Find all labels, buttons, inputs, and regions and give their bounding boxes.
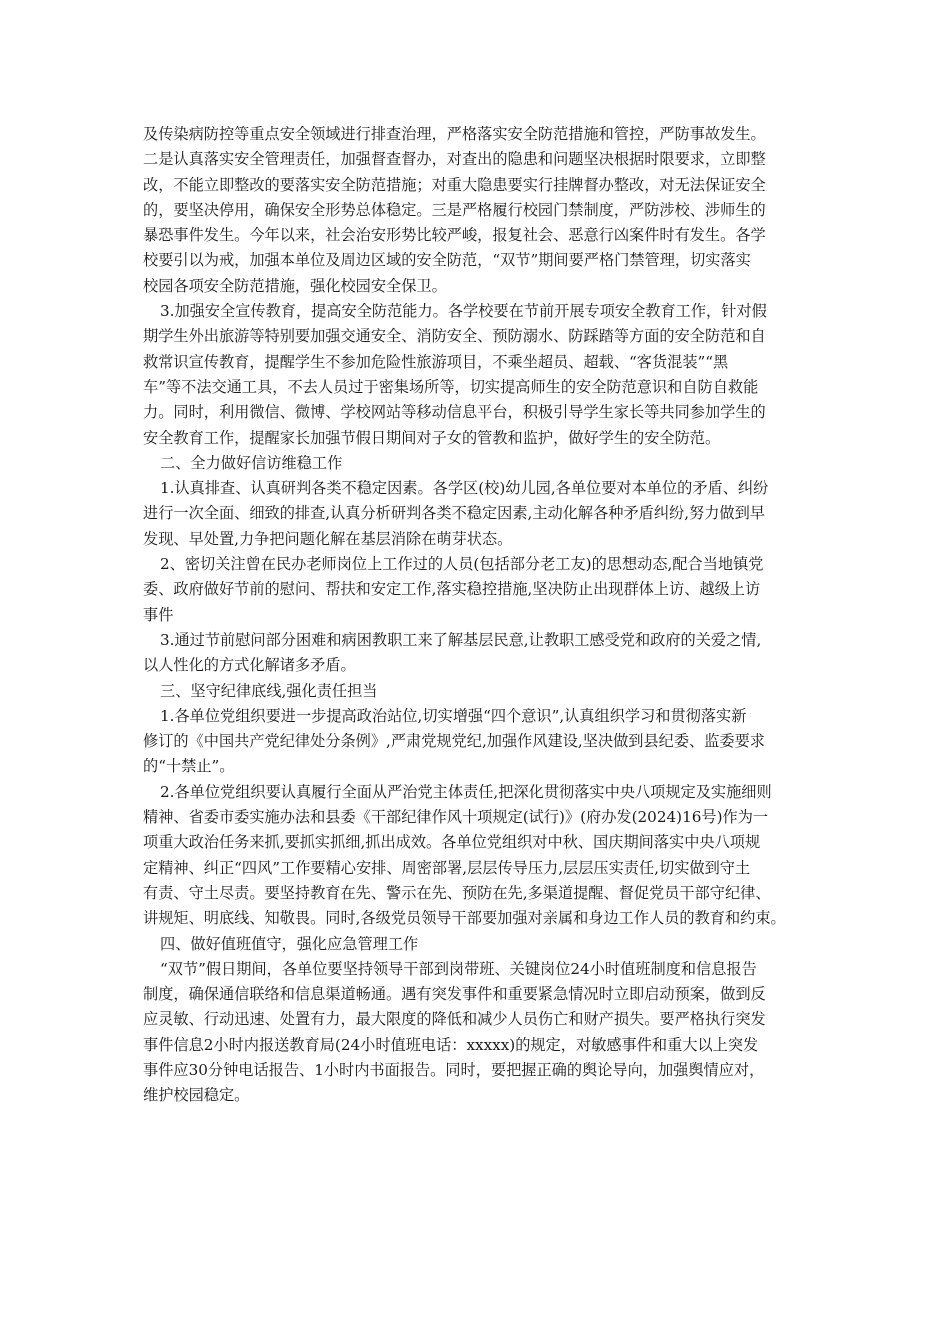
paragraph-school-security-rectification: 及传染病防控等重点安全领域进行排查治理，严格落实安全防范措施和管控，严防事故发生。 二是认真落实安全管理责任，加强督查督办，对查出的隐患和问题坚决根据时限要求，立即整 改，不能立即整改的要落实安全防范措施；对重大隐患要实行挂牌督办整改，对无法保证安全 的，要坚决停用，确保安全形势总体稳定。三是严格履行校园门禁制度，严防涉校、涉师生的 暴恐事件发生。今年以来，社会治安形势比较严峻，报复社会、恶意行凶案件时有发生。各学 校要引以为戒，加强本单位及周边区域的安全防范，“双节”期间要严格门禁管理，切实落实 校园各项安全防范措施，强化校园安全保卫。 xyxy=(143,125,766,295)
paragraph-safety-education: 3.加强安全宣传教育，提高安全防范能力。各学校要在节前开展专项安全教育工作，针对假 期学生外出旅游等特别要加强交通安全、消防安全、预防溺水、防踩踏等方面的安全防范和自 救常识宣传教育，提醒学生不参加危险性旅游项目，不乘坐超员、超载、“客货混装”“黑 车”等不法交通工具，不去人员过于密集场所等，切实提高师生的安全防范意识和自防自救能 力。同时，利用微信、微博、学校网站等移动信息平台，积极引导学生家长等共同参加学生的 安全教育工作，提醒家长加强节假日期间对子女的管教和监护，做好学生的安全防范。 xyxy=(143,302,767,447)
paragraph-holiday-visits: 3.通过节前慰问部分困难和病困教职工来了解基层民意,让教职工感受党和政府的关爱之情, 以人性化的方式化解诸多矛盾。 xyxy=(143,630,762,675)
paragraph-party-responsibility: 2.各单位党组织要认真履行全面从严治党主体责任,把深化贯彻落实中央八项规定及实施细则 精神、省委市委实施办法和县委《干部纪律作风十项规定(试行)》(府办发(2024)16号)作为一 项重大政治任务来抓,要抓实抓细,抓出成效。各单位党组织对中秋、国庆期间落实中央八项规 定精神、纠正“四风”工作要精心安排、周密部署,层层传导压力,层层压实责任,切实做到守土 有责、守土尽责。要坚持教育在先、警示在先、预防在先,多渠道提醒、督促党员干部守纪律、 讲规矩、明底线、知敬畏。同时,各级党员领导干部要加强对亲属和身边工作人员的教育和约束。 xyxy=(143,782,786,928)
section-heading-duty-emergency: 四、做好值班值守，强化应急管理工作 xyxy=(160,934,419,953)
section-heading-discipline: 三、坚守纪律底线,强化责任担当 xyxy=(160,681,378,700)
paragraph-investigate-instability: 1.认真排查、认真研判各类不稳定因素。各学区(校)幼儿园,各单位要对本单位的矛盾、纠纷 进行一次全面、细致的排查,认真分析研判各类不稳定因素,主动化解各种矛盾纠纷,努力做到早 发现、早处置,力争把问题化解在基层消除在萌芽状态。 xyxy=(143,479,769,548)
document-body xyxy=(143,122,819,1109)
paragraph-political-stance: 1.各单位党组织要进一步提高政治站位,切实增强“四个意识”,认真组织学习和贯彻落实新 修订的《中国共产党纪律处分条例》,严肃党规党纪,加强作风建设,坚决做到县纪委、监委要求 的“十禁止”。 xyxy=(143,706,765,776)
section-heading-petition-stability: 二、全力做好信访维稳工作 xyxy=(160,453,343,472)
paragraph-holiday-duty: “双节”假日期间，各单位要坚持领导干部到岗带班、关键岗位24小时值班制度和信息报告 制度，确保通信联络和信息渠道畅通。遇有突发事件和重要紧急情况时立即启动预案，做到反 应灵敏、行动迅速、处置有力，最大限度的降低和减少人员伤亡和财产损失。要严格执行突发 事件信息2小时内报送教育局(24小时值班电话：xxxxx)的规定，对敏感事件和重大以上突发 事件应30分钟电话报告、1小时内书面报告。同时，要把握正确的舆论导向，加强舆情应对， 维护校园稳定。 xyxy=(143,959,766,1105)
paragraph-former-teachers: 2、密切关注曾在民办老师岗位上工作过的人员(包括部分老工友)的思想动态,配合当地镇党 委、政府做好节前的慰问、帮扶和安定工作,落实稳控措施,坚决防止出现群体上访、越级上访 事件 xyxy=(143,555,764,624)
